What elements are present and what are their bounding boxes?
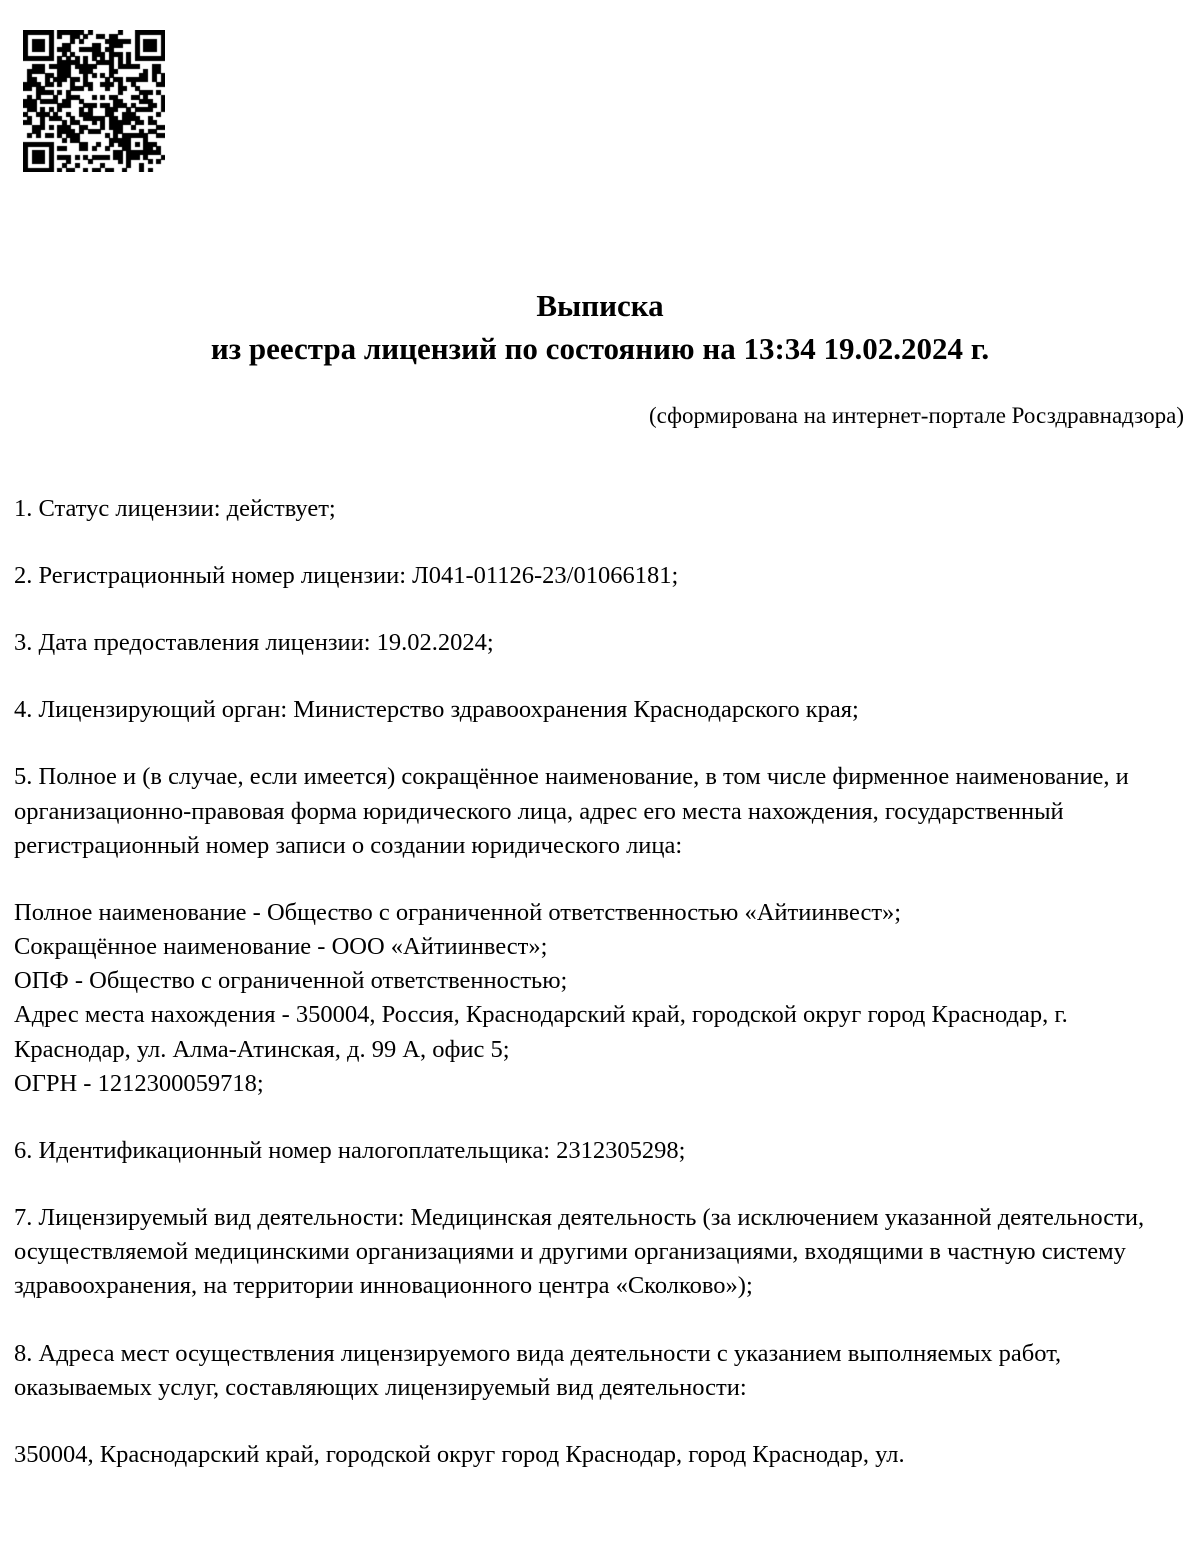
document-title: [0, 284, 1200, 370]
org-legal-form: ОПФ - Общество с ограниченной ответственностью;: [14, 967, 568, 995]
paragraph-licensing-authority: [14, 693, 1186, 727]
text-line: 7. Лицензируемый вид деятельности: Медицинская деятельность (за исключением указанной деятельности, осуществляемой медицинскими организациями и другими организациями, входящими в частную систему здравоохранения, на территории инновационного центра «Сколково»);: [14, 1204, 1145, 1300]
text-line: 1. Статус лицензии: действует;: [14, 495, 336, 522]
org-full-name: Полное наименование - Общество с ограниченной ответственностью «Айтиинвест»;: [14, 898, 902, 926]
paragraph-license-status: [14, 492, 1186, 526]
text-line: 2. Регистрационный номер лицензии: Л041-01126-23/01066181;: [14, 562, 679, 590]
paragraph-org-info-intro: [14, 760, 1186, 863]
org-details-block: [14, 896, 1186, 1101]
paragraph-activity-addresses-intro: [14, 1337, 1186, 1405]
document-title-line1: Выписка: [536, 288, 664, 323]
paragraph-activity-address: [14, 1438, 1186, 1472]
text-line: 350004, Краснодарский край, городской округ город Краснодар, город Краснодар, ул.: [14, 1440, 905, 1468]
text-line: 4. Лицензирующий орган: Министерство здравоохранения Краснодарского края;: [14, 696, 859, 724]
paragraph-inn: [14, 1134, 1186, 1168]
org-address: Адрес места нахождения - 350004, Россия, Краснодарский край, городской округ город Краснодар, г. Краснодар, ул. Алма-Атинская, д. 99 А, офис 5;: [14, 1001, 1068, 1063]
paragraph-activity-type: [14, 1201, 1186, 1304]
text-line: 5. Полное и (в случае, если имеется) сокращённое наименование, в том числе фирменное наименование, и организационно-правовая форма юридического лица, адрес его места нахождения, государственный регистрационный номер записи о создании юридического лица:: [14, 763, 1129, 859]
paragraph-registration-number: [14, 559, 1186, 593]
document-subtitle: (сформирована на интернет-портале Росздравнадзора): [649, 403, 1184, 428]
document-body: [14, 492, 1186, 1472]
text-line: 8. Адреса мест осуществления лицензируемого вида деятельности с указанием выполняемых работ, оказываемых услуг, составляющих лицензируемый вид деятельности:: [14, 1339, 1062, 1401]
org-ogrn: ОГРН - 1212300059718;: [14, 1069, 264, 1097]
text-line: 3. Дата предоставления лицензии: 19.02.2024;: [14, 629, 494, 657]
org-short-name: Сокращённое наименование - ООО «Айтиинвест»;: [14, 933, 548, 961]
document-title-line2: из реестра лицензий по состоянию на 13:34 19.02.2024 г.: [210, 331, 990, 366]
text-line: 6. Идентификационный номер налогоплательщика: 2312305298;: [14, 1136, 686, 1164]
qr-code-icon: [23, 30, 165, 172]
paragraph-grant-date: [14, 626, 1186, 660]
